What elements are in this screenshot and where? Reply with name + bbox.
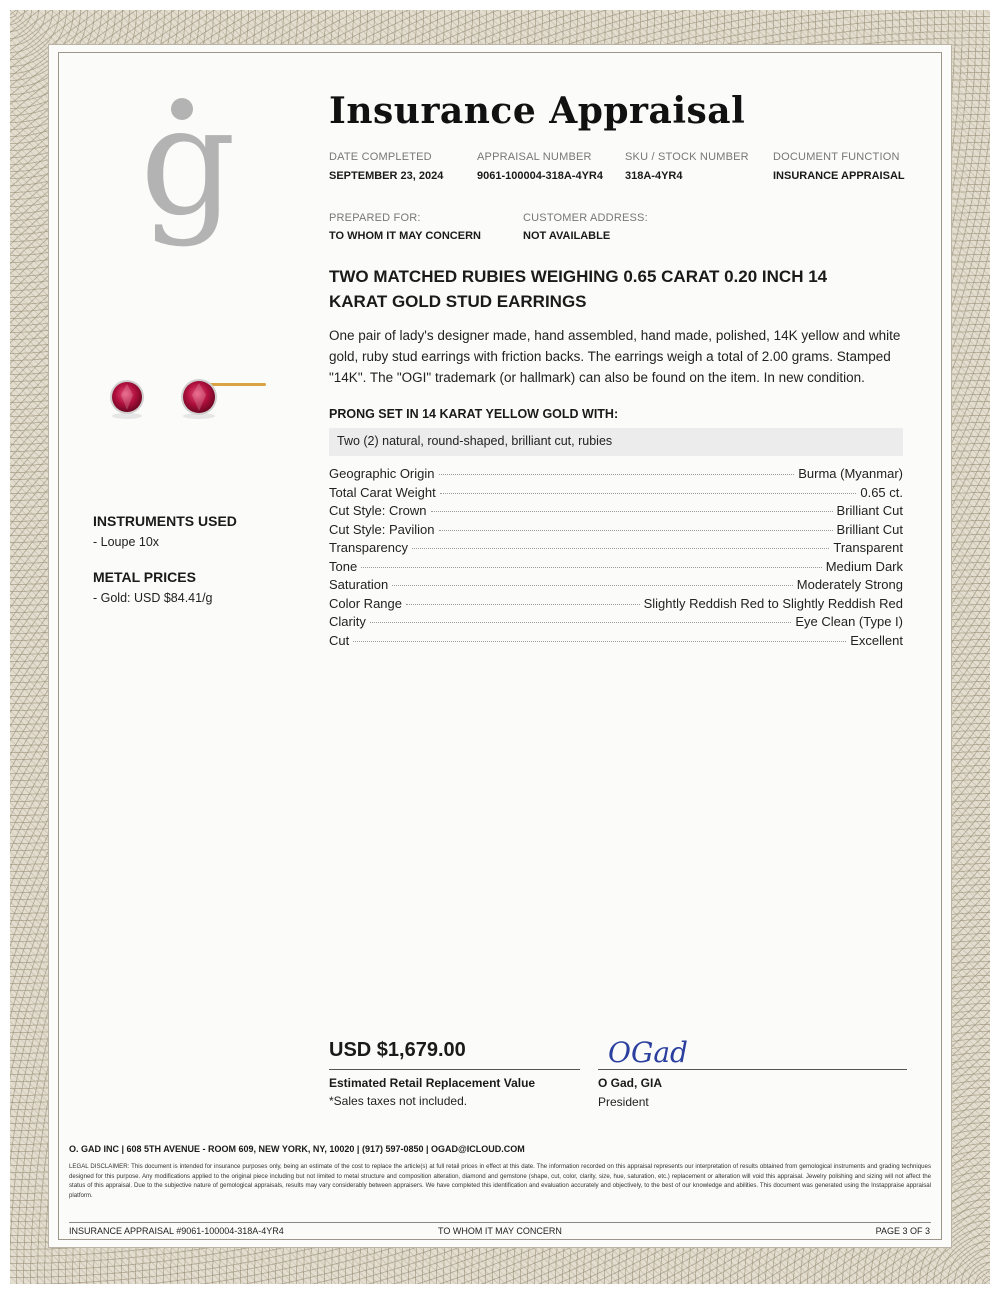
leader-dots (353, 641, 846, 642)
spec-value: Burma (Myanmar) (798, 466, 903, 481)
metal-price-item: - Gold: USD $84.41/g (93, 591, 213, 605)
spec-label: Cut Style: Crown (329, 503, 427, 518)
date-completed-label: DATE COMPLETED (329, 151, 432, 163)
value-label: Estimated Retail Replacement Value (329, 1076, 536, 1090)
appraisal-number-label: APPRAISAL NUMBER (477, 151, 592, 163)
leader-dots (412, 548, 829, 549)
spec-row (329, 596, 903, 615)
spec-label: Cut (329, 632, 350, 648)
spec-label: Saturation (329, 577, 389, 592)
spec-row (329, 522, 903, 541)
item-title: TWO MATCHED RUBIES WEIGHING 0.65 CARAT 0.20 INCH 14 KARAT GOLD STUD EARRINGS (329, 267, 828, 311)
customer-address-label: CUSTOMER ADDRESS: (523, 212, 648, 224)
svg-text:g: g (139, 95, 237, 249)
legal-disclaimer: LEGAL DISCLAIMER: This document is intended for insurance purposes only, being an estimate of the cost to replace the article(s) at full retail prices in effect at this date. The information recorded on this appraisal represents our interpretation of results obtained from gemological instruments and grading techniques designed for this purpose. Any modifications applied to the original piece including but not limited to metal structure and composition alteration, diamond and gemstone (shape, cut, color, clarity, size, hue, saturation, etc.) replacement or alteration will void this appraisal. Jewelry polishing and sizing will not affect the status of this appraisal. Due to the subjective nature of gemological appraisals, results may vary considerably between appraisers. We have completed this identification and evaluation accurately and objectively, to the best of our knowledge and abilities. This document was generated using the Instappraise appraisal platform. (69, 1163, 931, 1199)
spec-row (329, 633, 903, 652)
spec-value: Eye Clean (Type I) (795, 614, 903, 629)
spec-value: Excellent (850, 632, 903, 648)
signature-image (606, 1030, 696, 1070)
spec-label: Total Carat Weight (329, 484, 436, 500)
spec-value: 0.65 ct. (860, 484, 903, 500)
earrings-photo (100, 365, 280, 425)
value-underline (329, 1069, 580, 1070)
spec-label: Color Range (329, 595, 402, 611)
spec-row (329, 559, 903, 578)
footer-recipient: TO WHOM IT MAY CONCERN (438, 1226, 562, 1236)
spec-value: Medium Dark (825, 558, 903, 574)
svg-text:OGad: OGad (608, 1036, 688, 1069)
signer-name: O Gad, GIA (598, 1076, 663, 1090)
appraised-value: USD $1,679.00 (329, 1039, 466, 1061)
footer-appraisal-ref: INSURANCE APPRAISAL #9061-100004-318A-4YR4 (69, 1226, 284, 1236)
customer-address-value: NOT AVAILABLE (523, 230, 611, 242)
spec-value: Transparent (833, 540, 903, 555)
signer-role: President (598, 1095, 649, 1109)
spec-value: Brilliant Cut (836, 503, 903, 518)
spec-row (329, 466, 903, 485)
sku-label: SKU / STOCK NUMBER (625, 151, 749, 163)
spec-label: Geographic Origin (329, 466, 435, 481)
leader-dots (431, 511, 833, 512)
spec-value: Brilliant Cut (836, 521, 903, 537)
footer-divider (69, 1222, 931, 1223)
company-logo-icon (138, 95, 238, 275)
spec-label: Cut Style: Pavilion (329, 521, 435, 537)
spec-label: Transparency (329, 540, 408, 555)
leader-dots (370, 622, 792, 623)
spec-row (329, 577, 903, 596)
sku-value: 318A-4YR4 (625, 170, 683, 182)
instrument-item: - Loupe 10x (93, 535, 160, 549)
spec-row (329, 614, 903, 633)
leader-dots (439, 474, 795, 475)
company-contact: O. GAD INC | 608 5TH AVENUE - ROOM 609, NEW YORK, NY, 10020 | (917) 597-0850 | OGAD@ICLOUD.COM (69, 1144, 525, 1154)
leader-dots (392, 585, 793, 586)
gem-specifications (329, 466, 903, 651)
metal-prices-heading: METAL PRICES (93, 569, 196, 585)
spec-row (329, 540, 903, 559)
spec-value: Slightly Reddish Red to Slightly Reddish Red (643, 595, 903, 611)
document-function-label: DOCUMENT FUNCTION (773, 151, 900, 163)
prepared-for-value: TO WHOM IT MAY CONCERN (329, 230, 481, 242)
setting-heading: PRONG SET IN 14 KARAT YELLOW GOLD WITH: (329, 407, 619, 421)
item-description: One pair of lady's designer made, hand assembled, hand made, polished, 14K yellow and white gold, ruby stud earrings with friction backs. The earrings weigh a total of 2.00 grams. Stamped "14K". The "OGI" trademark (or hallmark) can also be found on the item. In new condition. (329, 328, 901, 385)
document-function-value: INSURANCE APPRAISAL (773, 170, 905, 182)
spec-value: Moderately Strong (796, 577, 903, 592)
stone-summary: Two (2) natural, round-shaped, brilliant cut, rubies (329, 428, 903, 456)
spec-row (329, 503, 903, 522)
leader-dots (406, 604, 640, 605)
date-completed-value: SEPTEMBER 23, 2024 (329, 170, 444, 182)
document-title: Insurance Appraisal (329, 90, 746, 132)
page-number: PAGE 3 OF 3 (875, 1226, 930, 1236)
prepared-for-label: PREPARED FOR: (329, 212, 421, 224)
leader-dots (361, 567, 822, 568)
leader-dots (440, 493, 857, 494)
spec-label: Tone (329, 558, 358, 574)
tax-note: *Sales taxes not included. (329, 1094, 468, 1108)
leader-dots (439, 530, 833, 531)
appraisal-number-value: 9061-100004-318A-4YR4 (477, 170, 603, 182)
instruments-heading: INSTRUMENTS USED (93, 513, 237, 529)
spec-label: Clarity (329, 614, 366, 629)
spec-row (329, 485, 903, 504)
